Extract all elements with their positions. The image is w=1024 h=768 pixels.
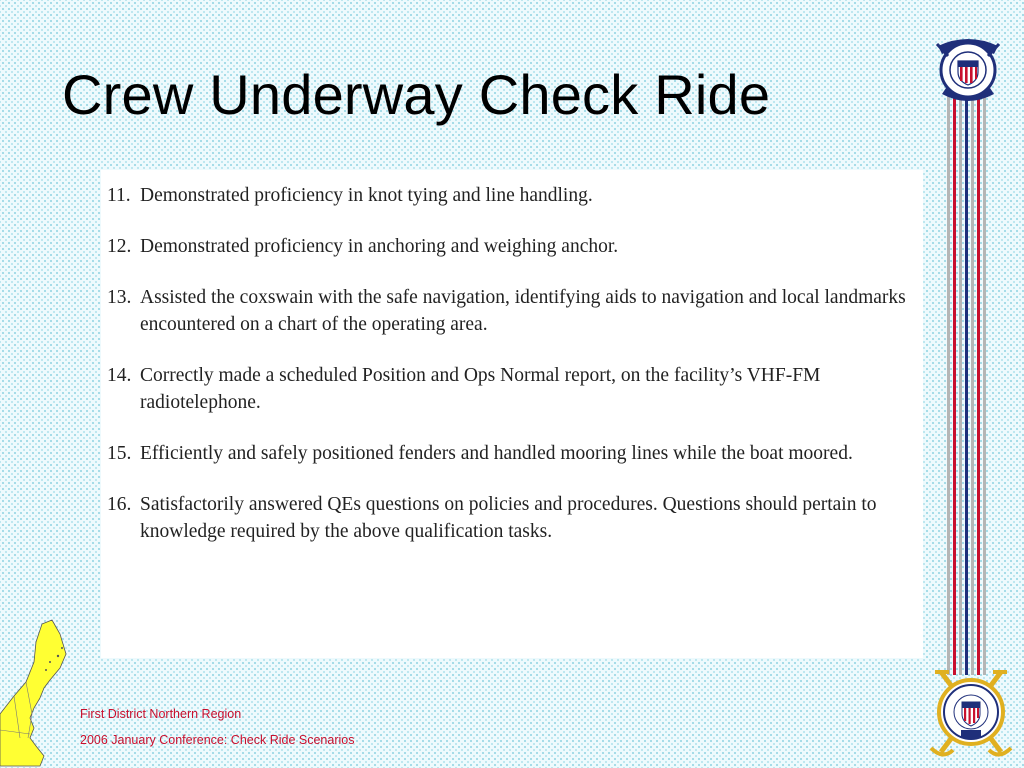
checklist-item [107,233,907,260]
item-number: 12. [107,236,132,257]
item-text: Efficiently and safely positioned fenders and handled mooring lines while the boat moored. [140,443,853,464]
content-panel [101,170,923,658]
checklist-item [107,284,907,338]
item-text: Correctly made a scheduled Position and Ops Normal report, on the facility’s VHF-FM radiotelephone. [140,365,821,413]
item-text: Demonstrated proficiency in anchoring and weighing anchor. [140,236,619,257]
item-text: Satisfactorily answered QEs questions on policies and procedures. Questions should pertain to knowledge required by the above qualification tasks. [140,494,877,542]
slide-title: Crew Underway Check Ride [62,63,771,126]
checklist-item [107,491,907,545]
new-england-map-icon [0,618,70,768]
checklist-item [107,182,907,209]
rope-divider-icon [944,95,994,675]
item-text: Assisted the coxswain with the safe navigation, identifying aids to navigation and local landmarks encountered on a chart of the operating area. [140,287,906,335]
footer-conference: 2006 January Conference: Check Ride Scenarios [80,733,355,747]
checklist-item [107,440,907,467]
item-number: 11. [107,185,131,206]
item-text: Demonstrated proficiency in knot tying and line handling. [140,185,593,206]
checklist [107,182,907,569]
coast-guard-seal-icon [925,664,1017,760]
item-number: 16. [107,494,132,515]
item-number: 14. [107,365,132,386]
item-number: 13. [107,287,132,308]
item-number: 15. [107,443,132,464]
footer-region: First District Northern Region [80,707,242,721]
auxiliary-emblem-icon [932,34,1004,106]
checklist-item [107,362,907,416]
